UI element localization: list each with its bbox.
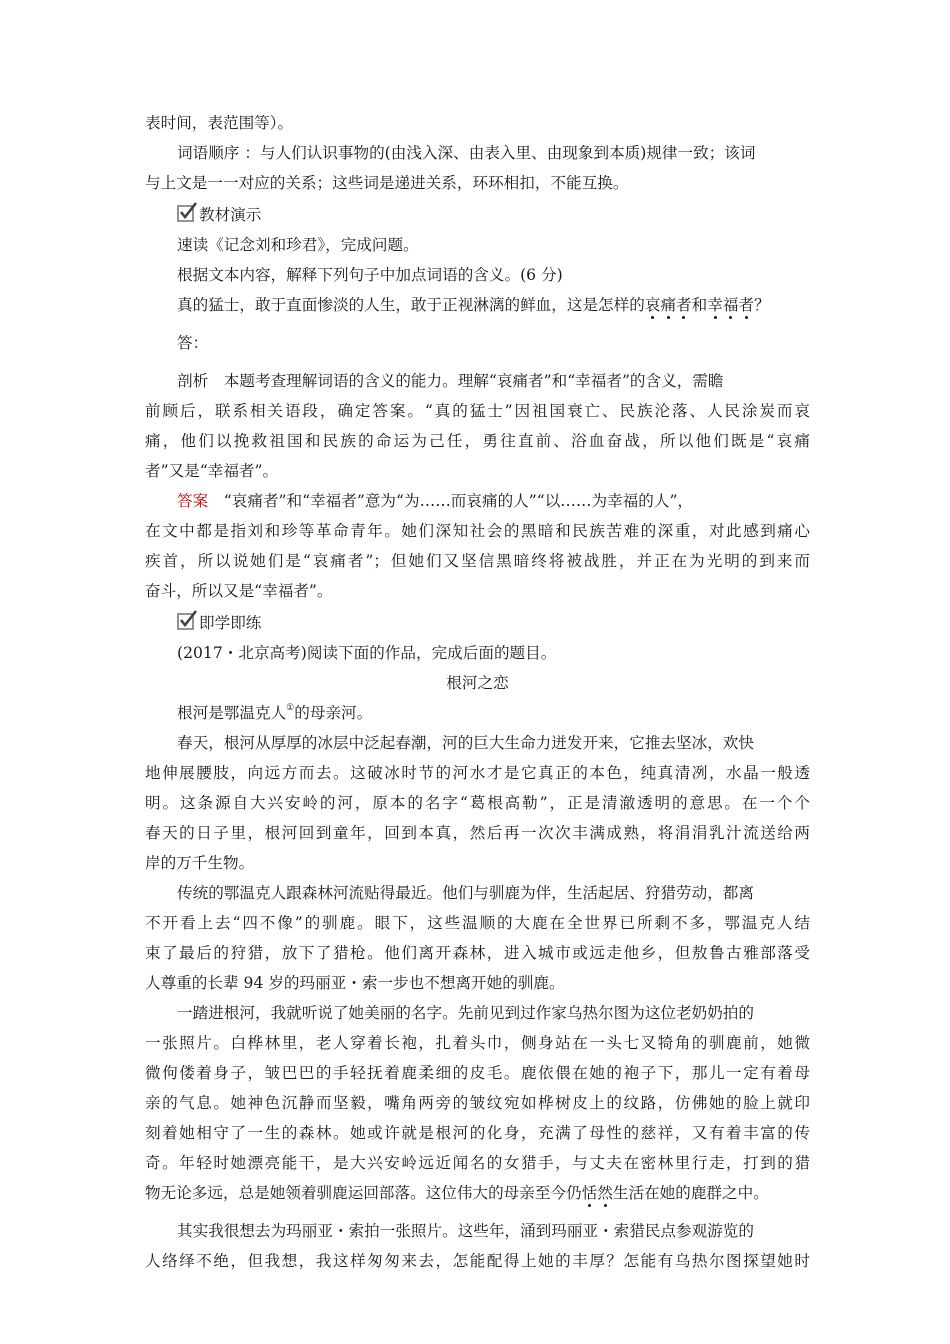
question-line bbox=[145, 290, 810, 320]
answer-prompt: 答： bbox=[177, 334, 209, 352]
question-text: ？ bbox=[754, 296, 770, 314]
text-line: 岸的万千生物。 bbox=[145, 854, 255, 872]
text-line: 亲的气息。她神色沉静而坚毅，嘴角两旁的皱纹宛如桦树皮上的纹路，仿佛她的脸上就印 bbox=[145, 1094, 810, 1112]
answer-line: 在文中都是指刘和珍等革命青年。她们深知社会的黑暗和民族苦难的深重，对此感到痛心 bbox=[145, 522, 810, 540]
answer-label: 答案 bbox=[177, 492, 209, 510]
text-span: 的母亲河。 bbox=[294, 704, 373, 722]
text-line: 传统的鄂温克人跟森林河流贴得最近。他们与驯鹿为伴，生活起居、狩猎劳动，都离 bbox=[177, 884, 754, 902]
text-line bbox=[145, 1178, 810, 1208]
section-heading-jiaocai bbox=[145, 198, 810, 230]
dotted-char: 幸 bbox=[707, 296, 723, 314]
text-line bbox=[145, 698, 810, 728]
section-title: 教材演示 bbox=[199, 206, 262, 224]
section-title: 即学即练 bbox=[199, 614, 262, 632]
text-line: 其实我很想去为玛丽亚・索拍一张照片。这些年，涌到玛丽亚・索猎民点参观游览的 bbox=[177, 1222, 754, 1240]
dotted-char: 痛 bbox=[660, 296, 677, 314]
text-line: 速读《记念刘和珍君》，完成问题。 bbox=[177, 236, 419, 254]
question-text: 真的猛士，敢于直面惨淡的人生，敢于正视淋漓的鲜血，这是怎样的 bbox=[177, 296, 645, 314]
dotted-char: 哀 bbox=[644, 296, 661, 314]
text-line: 明。这条源自大兴安岭的河，原本的名字“葛根高勒”，正是清澈透明的意思。在一个个 bbox=[145, 794, 810, 812]
document-page bbox=[145, 108, 810, 1276]
text-line: (2017・北京高考)阅读下面的作品，完成后面的题目。 bbox=[177, 644, 557, 662]
text-line: 与上文是一一对应的关系；这些词是递进关系，环环相扣，不能互换。 bbox=[145, 174, 629, 192]
section-heading-jixue bbox=[145, 606, 810, 638]
dotted-char: 恬 bbox=[581, 1184, 598, 1202]
text-line: 地伸展腰肢，向远方而去。这破冰时节的河水才是它真正的本色，纯真清冽，水晶一般透 bbox=[145, 764, 810, 782]
checkbox-icon bbox=[177, 202, 197, 222]
text-line: 表时间，表范围等）。 bbox=[145, 114, 294, 132]
dotted-char: 然 bbox=[597, 1184, 613, 1202]
footnote-marker: ① bbox=[286, 702, 295, 713]
text-line: 春天，根河从厚厚的冰层中泛起春潮，河的巨大生命力迸发开来，它推去坚冰，欢快 bbox=[177, 734, 754, 752]
analysis-line: 者”又是“幸福者”。 bbox=[145, 462, 279, 480]
answer-line: 疾首，所以说她们是“哀痛者”；但她们又坚信黑暗终将被战胜，并正在为光明的到来而 bbox=[145, 552, 810, 570]
text-line: 一踏进根河，我就听说了她美丽的名字。先前见到过作家乌热尔图为这位老奶奶拍的 bbox=[177, 1004, 754, 1022]
answer-line bbox=[145, 486, 810, 516]
text-line: 一张照片。白桦林里，老人穿着长袍，扎着头巾，侧身站在一头七叉犄角的驯鹿前，她微 bbox=[145, 1034, 810, 1052]
dotted-char: 者 bbox=[738, 296, 755, 314]
article-title: 根河之恋 bbox=[446, 674, 509, 692]
text-line: 人尊重的长辈 94 岁的玛丽亚・索一步也不想离开她的驯鹿。 bbox=[145, 974, 565, 992]
analysis-line: 痛，他们以挽救祖国和民族的命运为己任，勇往直前、浴血奋战，所以他们既是“哀痛 bbox=[145, 432, 810, 450]
text-line: 人络绎不绝，但我想，我这样匆匆来去，怎能配得上她的丰厚？怎能有乌热尔图探望她时 bbox=[145, 1252, 810, 1270]
analysis-line: 前顾后，联系相关语段，确定答案。“真的猛士”因祖国衰亡、民族沦落、人民涂炭而哀 bbox=[145, 402, 810, 420]
answer-line: 奋斗，所以又是“幸福者”。 bbox=[145, 582, 333, 600]
text-line: 奇。年轻时她漂亮能干，是大兴安岭远近闻名的女猎手，与丈夫在密林里行走，打到的猎 bbox=[145, 1154, 810, 1172]
text-line: 束了最后的狩猎，放下了猎枪。他们离开森林，进入城市或远走他乡，但敖鲁古雅部落受 bbox=[145, 944, 810, 962]
analysis-line: 剖析 本题考查理解词语的含义的能力。理解“哀痛者”和“幸福者”的含义，需瞻 bbox=[177, 372, 724, 390]
dotted-char: 福 bbox=[722, 296, 739, 314]
text-span: 根河是鄂温克人 bbox=[177, 704, 287, 722]
text-span: 生活在她的鹿群之中。 bbox=[612, 1184, 769, 1202]
text-line: 不开看上去“四不像”的驯鹿。眼下，这些温顺的大鹿在全世界已所剩不多，鄂温克人结 bbox=[145, 914, 810, 932]
checkbox-icon bbox=[177, 610, 197, 630]
dotted-char: 者 bbox=[676, 296, 692, 314]
text-span: 物无论多远，总是她领着驯鹿运回部落。这位伟大的母亲至今仍 bbox=[145, 1184, 582, 1202]
text-line: 词语顺序 ：与人们认识事物的(由浅入深、由表入里、由现象到本质)规律一致；该词 bbox=[177, 144, 756, 162]
text-line: 根据文本内容，解释下列句子中加点词语的含义。(6 分) bbox=[177, 266, 563, 284]
answer-text: “哀痛者”和“幸福者”意为“为……而哀痛的人”“以……为幸福的人”， bbox=[208, 492, 694, 510]
text-line: 微佝偻着身子，皱巴巴的手轻抚着鹿柔细的皮毛。鹿依偎在她的袍子下，那儿一定有着母 bbox=[145, 1064, 810, 1082]
question-text: 和 bbox=[691, 296, 708, 314]
text-line: 刻着她相守了一生的森林。她或许就是根河的化身，充满了母性的慈祥，又有着丰富的传 bbox=[145, 1124, 810, 1142]
text-line: 春天的日子里，根河回到童年，回到本真，然后再一次次丰满成熟，将涓涓乳汁流送给两 bbox=[145, 824, 810, 842]
